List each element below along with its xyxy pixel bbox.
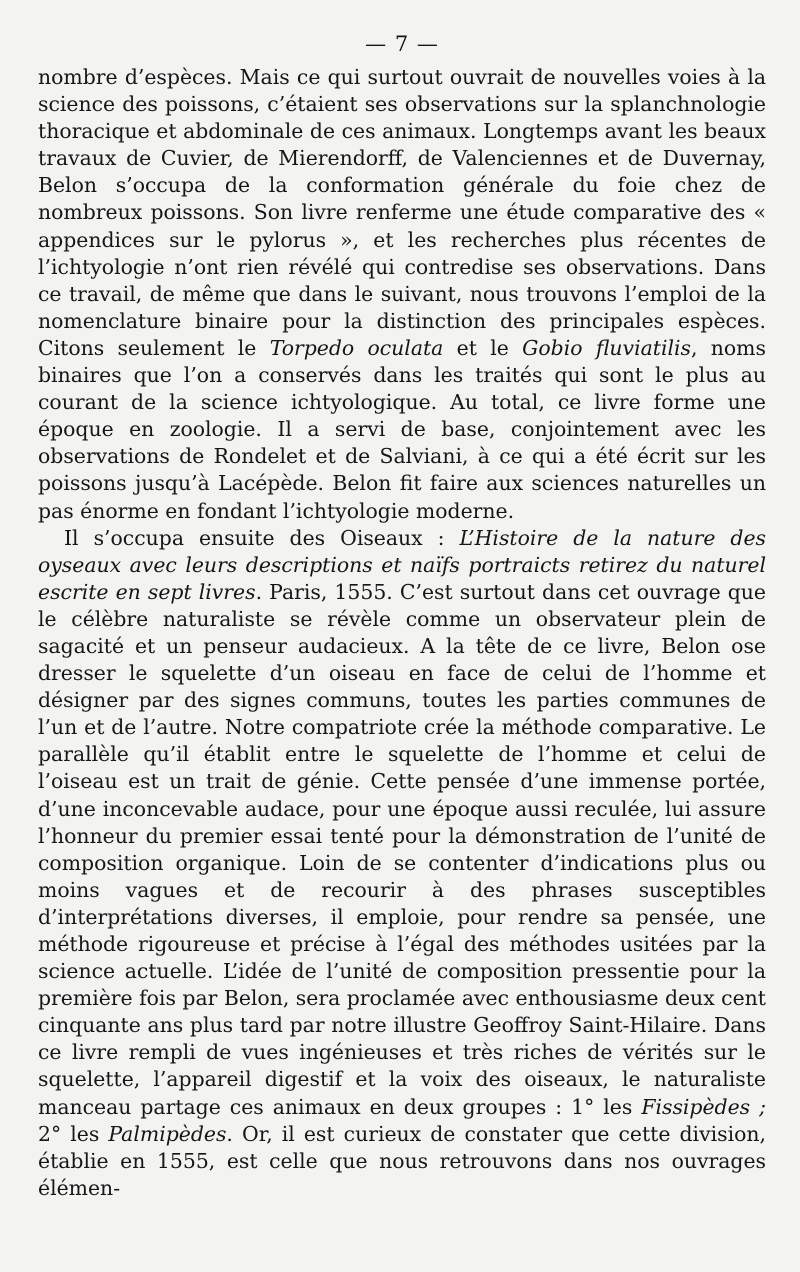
italic-text-run: Gobio fluviatilis: [522, 335, 691, 360]
text-run: et le: [443, 335, 523, 360]
italic-text-run: Fissipèdes ;: [641, 1094, 766, 1119]
paragraph: [38, 525, 766, 1202]
paragraph: [38, 64, 766, 525]
text-run: Il s’occupa ensuite des Oiseaux :: [64, 525, 460, 550]
italic-text-run: Palmipèdes: [108, 1121, 227, 1146]
italic-text-run: L’Histoire de la nature des oyseaux avec leurs descriptions et naïfs portraicts retirez du naturel escrite en sept livres: [38, 525, 766, 604]
text-run: , noms binaires que l’on a conservés dans les traités qui sont le plus au courant de la science ichtyologique. Au total, ce livre forme une époque en zoologie. Il a servi de base, conjointement avec les observations de Rondelet et de Salviani, à ce qui a été écrit sur les poissons jusqu’à Lacépède. Belon fit faire aux sciences naturelles un pas énorme en fondant l’ichtyologie moderne.: [38, 335, 766, 523]
page-number: — 7 —: [365, 32, 439, 56]
italic-text-run: Torpedo oculata: [269, 335, 444, 360]
text-run: . Or, il est curieux de constater que cette division, établie en 1555, est celle que nous retrouvons dans nos ouvrages élémen-: [38, 1121, 766, 1200]
text-run: nombre d’espèces. Mais ce qui surtout ouvrait de nouvelles voies à la science des poissons, c’étaient ses observations sur la splanchnologie thoracique et abdominale de ces animaux. Longtemps avant les beaux travaux de Cuvier, de Mierendorff, de Valenciennes et de Duvernay, Belon s’occupa de la conformation générale du foie chez de nombreux poissons. Son livre renferme une étude comparative des « appendices sur le pylorus », et les recherches plus récentes de l’ichtyologie n’ont rien révélé qui contredise ses observations. Dans ce travail, de même que dans le suivant, nous trouvons l’emploi de la nomenclature binaire pour la distinction des principales espèces. Citons seulement le: [38, 65, 766, 360]
text-run: 2° les: [38, 1121, 109, 1146]
body-text: [38, 64, 766, 1202]
text-run: . Paris, 1555. C’est surtout dans cet ouvrage que le célèbre naturaliste se révèle comme un observateur plein de sagacité et un penseur audacieux. A la tête de ce livre, Belon ose dresser le squelette d’un oiseau en face de celui de l’homme et désigner par des signes communs, toutes les parties communes de l’un et de l’autre. Notre compatriote crée la méthode comparative. Le parallèle qu’il établit entre le squelette de l’homme et celui de l’oiseau est un trait de génie. Cette pensée d’une immense portée, d’une inconcevable audace, pour une époque aussi reculée, lui assure l’honneur du premier essai tenté pour la démonstration de l’unité de composition organique. Loin de se contenter d’indications plus ou moins vagues et de recourir à des phrases susceptibles d’interprétations diverses, il emploie, pour rendre sa pensée, une méthode rigoureuse et précise à l’égal des méthodes usitées par la science actuelle. L’idée de l’unité de composition pressentie pour la première fois par Belon, sera proclamée avec enthousiasme deux cent cinquante ans plus tard par notre illustre Geoffroy Saint-Hilaire. Dans ce livre rempli de vues ingénieuses et très riches de vérités sur le squelette, l’appareil digestif et la voix des oiseaux, le naturaliste manceau partage ces animaux en deux groupes : 1° les: [38, 579, 766, 1119]
